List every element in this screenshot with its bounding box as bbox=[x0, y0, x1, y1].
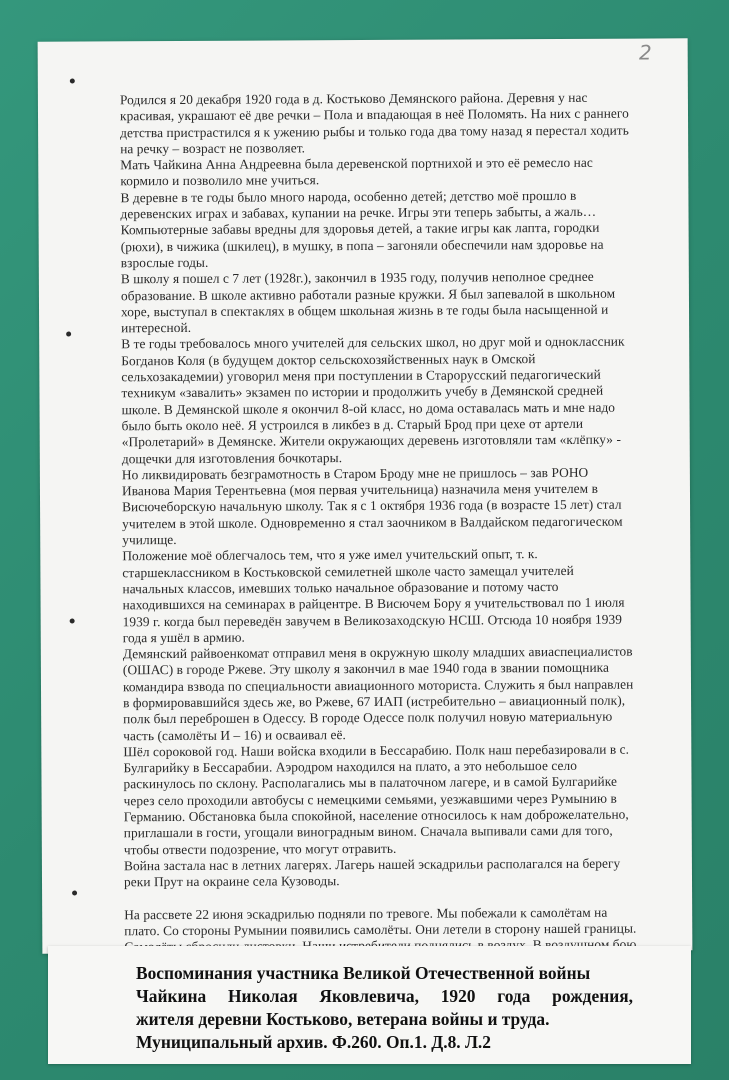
page-number: 2 bbox=[638, 40, 652, 65]
punch-hole bbox=[72, 891, 77, 896]
memoir-text bbox=[120, 90, 640, 956]
punch-hole bbox=[70, 79, 75, 84]
memoir-page bbox=[38, 38, 693, 953]
memoir-paragraph: В школу я пошел с 7 лет (1928г.), закончил в 1935 году, получив неполное среднее образование. В школе активно работали разные кружки. Я был запевалой в школьном хоре, выступал в спектаклях в общем школьная жизнь в те годы была насыщенной и интересной. bbox=[120, 269, 616, 336]
caption-line: Чайкина Николая Яковлевича, 1920 года рождения, bbox=[136, 986, 633, 1006]
memoir-paragraph: Демянский райвоенкомат отправил меня в окружную школу младших авиаспециалистов (ОШАС) в городе Ржеве. Эту школу я закончил в мае 1940 года в звании помощника командира взвода по специальности авиационного моториста. Служить я был направлен в формировавшийся здесь же, во Ржеве, 67 ИАП (истребительно – авиационный полк), полк был переброшен в Одессу. В городе Одессе полк получил новую материальную часть (самолёты И – 16) и осваивал её. bbox=[122, 643, 634, 743]
memoir-paragraph: В деревне в те годы было много народа, особенно детей; детство моё прошло в деревенских играх и забавах, купании на речке. Игры эти теперь забыты, а жаль… Компьютерные забавы вредны для здоровья детей, а такие игры как лапта, городки (рюхи), в чижика (шкилец), в мушку, в попа – загоняли обеспечили нам здоровье на взрослые годы. bbox=[120, 187, 604, 271]
memoir-paragraph: Но ликвидировать безграмотность в Старом Броду мне не пришлось – зав РОНО Иванова Мария Терентьевна (моя первая учительница) назначила меня учителем в Висючеборскую начальную школу. Так я с 1 октября 1936 года (в возрасте 15 лет) стал учителем в этой школе. Одновременно я стал заочником в Валдайском педагогическом училище. bbox=[121, 464, 623, 548]
memoir-paragraph: Родился я 20 декабря 1920 года в д. Костьково Демянского района. Деревня у нас красивая, украшают её две речки – Пола и впадающая в неё Поломять. На них с раннего детства пристрастился я к ужению рыбы и только года два тому назад я перестал ходить на речку – возраст не позволяет. bbox=[119, 89, 629, 157]
memoir-paragraph: Мать Чайкина Анна Андреевна была деревенской портнихой и это её ремесло нас кормило и позволило мне учиться. bbox=[120, 154, 593, 189]
memoir-paragraph: Война застала нас в летних лагерях. Лагерь нашей эскадрильи располагался на берегу реки Прут на окраине села Кузоводы. bbox=[123, 855, 621, 890]
caption-line: Воспоминания участника Великой Отечественной войны bbox=[136, 963, 591, 983]
caption-label bbox=[48, 946, 691, 1064]
caption-text bbox=[136, 962, 633, 1054]
memoir-paragraph: В те годы требовалось много учителей для сельских школ, но друг мой и одноклассник Богданов Коля (в будущем доктор сельскохозяйственных наук в Омской сельхозакадемии) уговорил меня при поступлении в Старорусский педагогический техникум «завалить» экзамен по истории и продолжить учебу в Демянской средней школе. В Демянской школе я окончил 8-ой класс, но дома оставалась мать и мне надо было быть около неё. Я устроился в ликбез в д. Старый Брод при цехе от артели «Пролетарий» в Демянске. Жители окружающих деревень изготовляли там «клёпку» - дощечки для изготовления бочкотары. bbox=[121, 334, 625, 466]
caption-line: жителя деревни Костьково, ветерана войны и труда. bbox=[136, 1009, 550, 1029]
punch-hole bbox=[66, 332, 71, 337]
memoir-paragraph: Шёл сороковой год. Наши войска входили в Бессарабию. Полк наш перебазировали в с. Булгарийку в Бессарабии. Аэродром находился на плато, а это небольшое село раскинулось по склону. Располагались мы в палаточном лагере, и в самой Булгарийке через село проходили автобусы с немецкими семьями, уезжавшими через Румынию в Германию. Обстановка была спокойной, население относилось к нам доброжелательно, приглашали в гости, угощали виноградным вином. Сначала выпивали сами для того, чтобы отвести подозрение, что могут отравить. bbox=[123, 741, 630, 857]
punch-hole bbox=[70, 619, 75, 624]
caption-line: Муниципальный архив. Ф.260. Оп.1. Д.8. Л.2 bbox=[136, 1032, 491, 1052]
memoir-paragraph: Положение моё облегчалось тем, что я уже имел учительский опыт, т. к. старшеклассником в Костьковской семилетней школе часто замещал учителей начальных классов, имевших только начальное образование и потому часто находившихся на семинарах в райцентре. В Висючем Бору я учительствовал по 1 июля 1939 г. когда был переведён завучем в Великозаходскую НСШ. Отсюда 10 ноября 1939 года я ушёл в армию. bbox=[122, 546, 625, 646]
memoir-paragraph: На рассвете 22 июня эскадрилью подняли по тревоге. Мы побежали к самолётам на плато. Со стороны Румынии появились самолёты. Они летели в сторону нашей границы. воздух. В воздушном бою bbox=[124, 904, 637, 953]
